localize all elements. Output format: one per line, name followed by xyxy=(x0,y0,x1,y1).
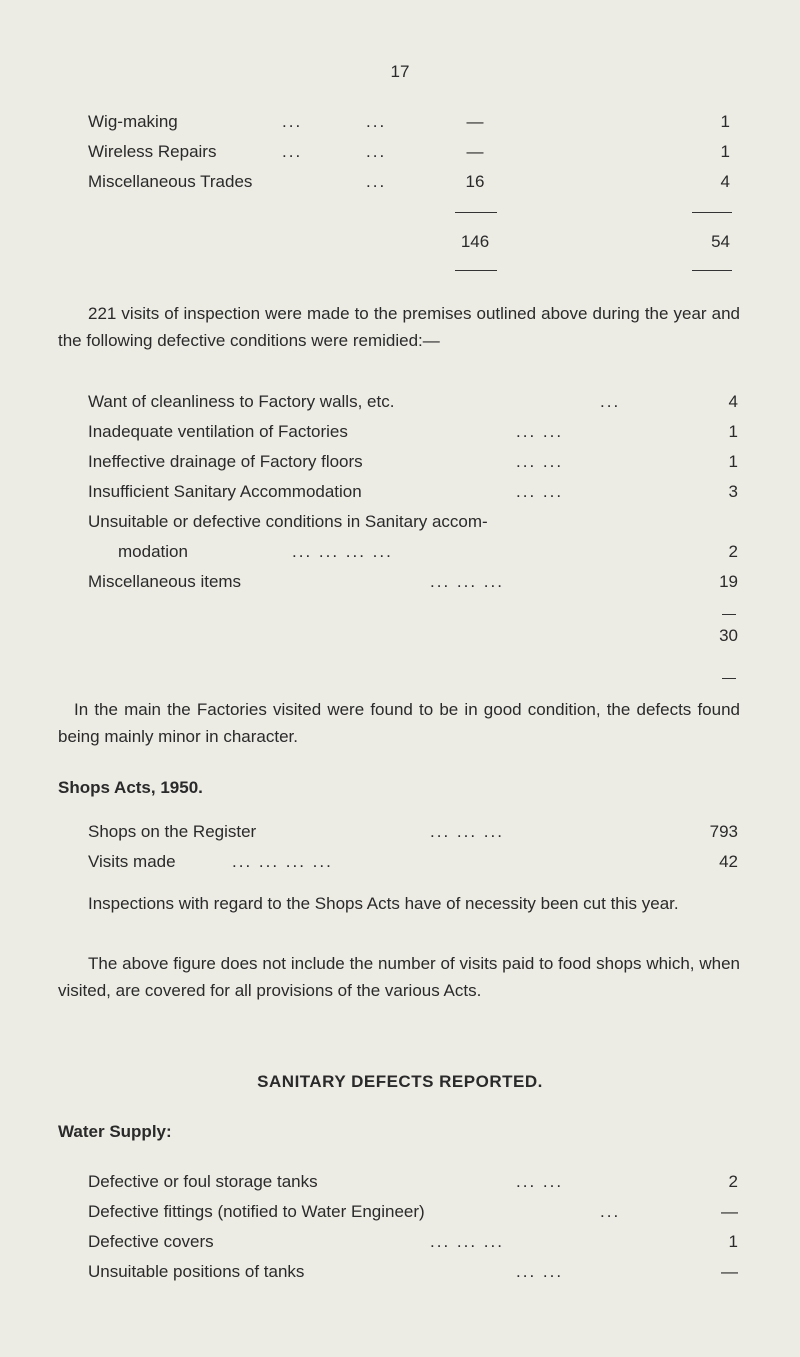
list-item: modation xyxy=(118,542,188,561)
leader-dots: ... ... xyxy=(516,482,564,501)
trade-col2: 1 xyxy=(720,142,730,161)
divider xyxy=(722,614,736,615)
leader-dots: ... xyxy=(600,392,621,411)
list-value: — xyxy=(721,1262,738,1281)
trade-label: Miscellaneous Trades xyxy=(88,172,253,191)
leader-dots: ... ... ... ... xyxy=(232,852,333,871)
divider xyxy=(692,270,732,271)
list-item: Want of cleanliness to Factory walls, etc. xyxy=(88,392,395,411)
divider xyxy=(692,212,732,213)
leader-dots: ... ... ... ... xyxy=(292,542,393,561)
trade-col1: — xyxy=(466,112,484,131)
list-value: 2 xyxy=(728,542,738,561)
leader-dots: ... ... xyxy=(516,452,564,471)
leader-dots: ... ... ... xyxy=(430,822,504,841)
divider xyxy=(722,678,736,679)
list-item: Insufficient Sanitary Accommodation xyxy=(88,482,362,501)
list-value: 42 xyxy=(719,852,738,871)
trade-col2: 1 xyxy=(720,112,730,131)
leader-dots: ... xyxy=(282,142,303,161)
divider xyxy=(455,212,497,213)
leader-dots: ... xyxy=(282,112,303,131)
list-item: Shops on the Register xyxy=(88,822,257,841)
list-value: — xyxy=(721,1202,738,1221)
list-value: 1 xyxy=(728,452,738,471)
shops-paragraph-2: The above figure does not include the number of visits paid to food shops which, when visited, are covered for all provisions of the various Acts. xyxy=(58,954,740,1000)
list-total: 30 xyxy=(719,626,738,645)
list-item: Unsuitable positions of tanks xyxy=(88,1262,305,1281)
leader-dots: ... xyxy=(366,112,387,131)
trade-label: Wireless Repairs xyxy=(88,142,217,161)
total-col2: 54 xyxy=(711,232,730,251)
shops-paragraph-1: Inspections with regard to the Shops Acts have of necessity been cut this year. xyxy=(88,894,679,913)
list-value: 3 xyxy=(728,482,738,501)
list-value: 4 xyxy=(728,392,738,411)
factories-paragraph: In the main the Factories visited were found to be in good condition, the defects found being mainly minor in character. xyxy=(58,700,740,746)
divider xyxy=(455,270,497,271)
leader-dots: ... xyxy=(366,172,387,191)
list-value: 793 xyxy=(709,822,738,841)
list-item: Defective covers xyxy=(88,1232,214,1251)
trade-col1: 16 xyxy=(465,172,485,191)
list-item: Miscellaneous items xyxy=(88,572,242,591)
list-item: Inadequate ventilation of Factories xyxy=(88,422,348,441)
list-item: Unsuitable or defective conditions in Sanitary accom- xyxy=(88,512,488,531)
water-supply-heading: Water Supply: xyxy=(58,1122,172,1141)
list-item: Visits made xyxy=(88,852,176,871)
trade-label: Wig-making xyxy=(88,112,178,131)
total-col1: 146 xyxy=(460,232,490,251)
leader-dots: ... ... xyxy=(516,422,564,441)
leader-dots: ... ... ... xyxy=(430,572,504,591)
list-value: 2 xyxy=(728,1172,738,1191)
page-number: 17 xyxy=(390,62,410,81)
list-item: Defective or foul storage tanks xyxy=(88,1172,318,1191)
list-item: Ineffective drainage of Factory floors xyxy=(88,452,363,471)
trade-col2: 4 xyxy=(720,172,730,191)
leader-dots: ... xyxy=(600,1202,621,1221)
trade-col1: — xyxy=(466,142,484,161)
section-title: SANITARY DEFECTS REPORTED. xyxy=(257,1072,543,1091)
visits-paragraph: 221 visits of inspection were made to the premises outlined above during the year and the following defective conditions were remidied:— xyxy=(58,304,740,350)
list-value: 1 xyxy=(728,1232,738,1251)
leader-dots: ... xyxy=(366,142,387,161)
list-item: Defective fittings (notified to Water Engineer) xyxy=(88,1202,425,1221)
leader-dots: ... ... xyxy=(516,1262,564,1281)
leader-dots: ... ... ... xyxy=(430,1232,504,1251)
shops-heading: Shops Acts, 1950. xyxy=(58,778,203,797)
list-value: 1 xyxy=(728,422,738,441)
list-value: 19 xyxy=(719,572,738,591)
leader-dots: ... ... xyxy=(516,1172,564,1191)
